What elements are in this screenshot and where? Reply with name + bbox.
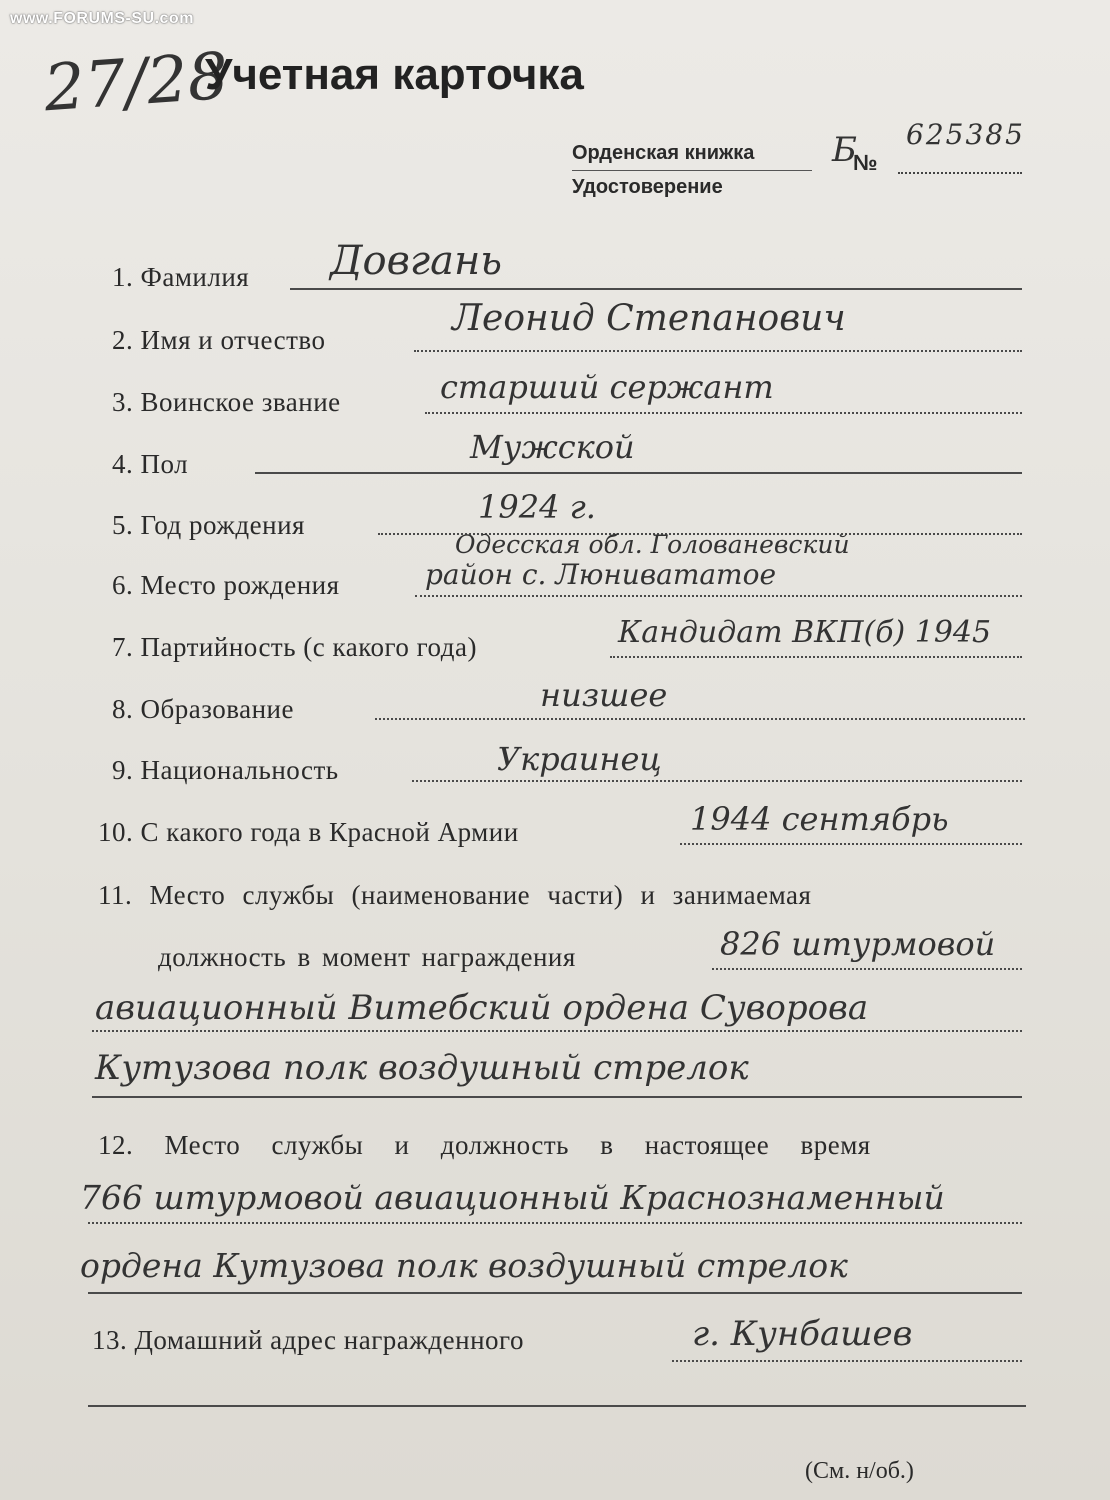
field-3-rule xyxy=(425,412,1022,414)
doc-series: Б xyxy=(832,130,857,170)
field-4-value: Мужской xyxy=(470,428,635,466)
watermark-text: www.FORUMS-SU.com xyxy=(10,10,194,27)
field-11-rule-2 xyxy=(92,1030,1022,1032)
field-10-rule xyxy=(680,843,1022,845)
field-12-value-line2: ордена Кутузова полк воздушный стрелок xyxy=(80,1246,848,1285)
field-8-label: 8. Образование xyxy=(112,694,294,724)
field-11-value-line1: 826 штурмовой xyxy=(720,925,996,963)
field-13-rule-1 xyxy=(672,1360,1022,1362)
field-11-value-line3: Кутузова полк воздушный стрелок xyxy=(95,1048,749,1088)
field-6-value-line2: район с. Люнивататое xyxy=(425,558,777,591)
footer-see-reverse: (См. н/об.) xyxy=(805,1458,914,1484)
field-8-rule xyxy=(375,718,1025,720)
field-13-value: г. Кунбашев xyxy=(692,1314,913,1354)
field-12-rule-1 xyxy=(88,1222,1022,1224)
field-12-label: 12. Место службы и должность в настоящее время xyxy=(98,1130,871,1160)
field-1-value: Довгань xyxy=(330,238,503,284)
field-7-label: 7. Партийность (с какого года) xyxy=(112,632,477,662)
doc-type-divider xyxy=(572,170,812,171)
field-1-label: 1. Фамилия xyxy=(112,262,250,292)
field-11-label-line1: 11. Место службы (наименование части) и занимаемая xyxy=(98,880,812,910)
field-9-rule xyxy=(412,780,1022,782)
field-2-label: 2. Имя и отчество xyxy=(112,325,326,355)
field-11-label-line2: должность в момент награждения xyxy=(158,942,576,972)
field-13-label: 13. Домашний адрес награжденного xyxy=(92,1325,524,1355)
field-4-rule xyxy=(255,472,1022,474)
field-5-label: 5. Год рождения xyxy=(112,510,305,540)
doc-number-rule xyxy=(898,172,1022,174)
card-title: Учетная карточка xyxy=(205,50,584,99)
field-7-value: Кандидат ВКП(б) 1945 xyxy=(618,615,992,650)
field-12-rule-2 xyxy=(88,1292,1022,1294)
field-3-value: старший сержант xyxy=(440,368,774,406)
doc-number: 625385 xyxy=(906,118,1025,151)
field-6-value-line1: Одесская обл. Голованевский xyxy=(455,530,850,559)
field-8-value: низшее xyxy=(540,676,668,714)
field-6-rule xyxy=(415,595,1022,597)
field-9-label: 9. Национальность xyxy=(112,755,339,785)
field-7-rule xyxy=(610,656,1022,658)
field-10-value: 1944 сентябрь xyxy=(690,800,949,838)
field-5-value: 1924 г. xyxy=(478,488,596,526)
card-number-handwritten: 27/28 xyxy=(41,39,231,127)
field-12-value-line1: 766 штурмовой авиационный Краснознаменный xyxy=(80,1178,945,1217)
field-11-rule-3 xyxy=(92,1096,1022,1098)
field-11-rule-1 xyxy=(712,968,1022,970)
field-13-rule-2 xyxy=(88,1405,1026,1407)
field-6-label: 6. Место рождения xyxy=(112,570,340,600)
doc-type-certificate: Удостоверение xyxy=(572,176,723,198)
field-2-value: Леонид Степанович xyxy=(452,298,846,339)
field-4-label: 4. Пол xyxy=(112,449,189,479)
field-9-value: Украинец xyxy=(497,740,662,778)
doc-number-sign: № xyxy=(853,150,878,175)
doc-type-order-book: Орденская книжка xyxy=(572,142,755,164)
field-1-rule xyxy=(290,288,1022,290)
field-3-label: 3. Воинское звание xyxy=(112,387,341,417)
field-2-rule xyxy=(414,350,1022,352)
field-10-label: 10. С какого года в Красной Армии xyxy=(98,817,519,847)
field-11-value-line2: авиационный Витебский ордена Суворова xyxy=(95,988,869,1028)
